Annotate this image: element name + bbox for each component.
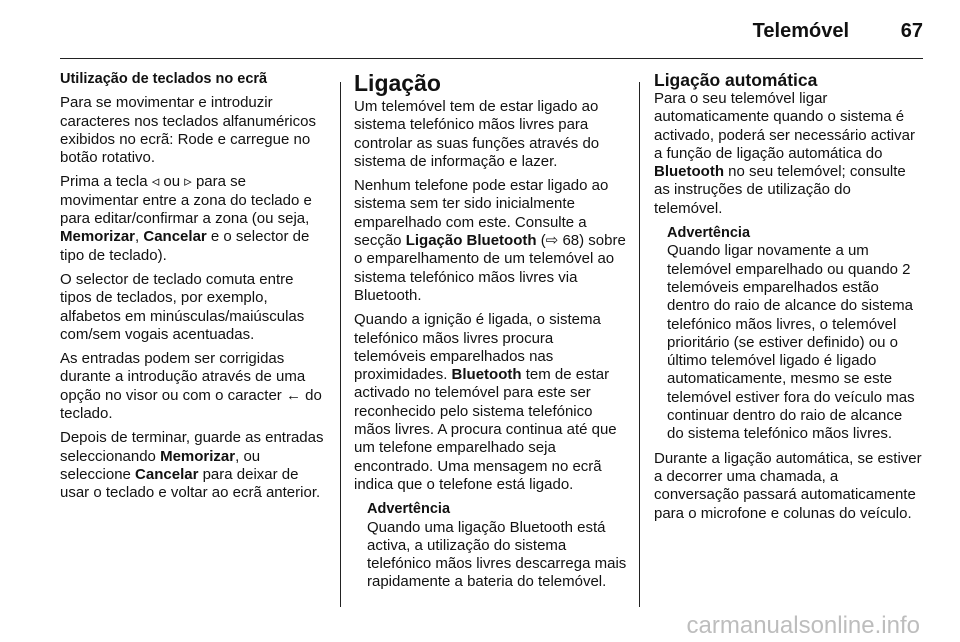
page-title: Telemóvel <box>752 20 849 42</box>
note-box <box>354 500 627 591</box>
column-keyboard <box>60 70 326 509</box>
note-title: Advertência <box>367 501 451 518</box>
paragraph: Nenhum telefone pode estar ligado ao sistema sem ter sido inicialmente emparelhado com este. Consulte a secção Ligação Bluetooth (⇨ 68) sobre o emparelhamento de um telemóvel ao sistema telefónico mãos livres via Bluetooth. <box>354 177 626 304</box>
paragraph: As entradas podem ser corrigidas durante a introdução através de uma opção no visor ou com o caracter ← do teclado. <box>60 350 322 423</box>
section-heading-connection: Ligação <box>354 70 441 96</box>
section-heading-keyboard: Utilização de teclados no ecrã <box>60 71 268 87</box>
section-heading-auto-connection: Ligação automática <box>654 70 818 90</box>
paragraph: O selector de teclado comuta entre tipos de teclados, por exemplo, alfabetos em minúsculas/maiúsculas com/sem vogais acentuadas. <box>60 270 305 343</box>
note-text: Quando ligar novamente a um telemóvel emparelhado ou quando 2 telemóveis emparelhados estão dentro do raio de alcance do sistema telefónico mãos livres, o telemóvel prioritário (se estiver definido) ou o último telemóvel ligado é ligado automaticamente, mesmo se este telemóvel estiver fora do veículo mas continuar dentro do raio de alcance do sistema telefónico mãos livres. <box>667 242 915 443</box>
paragraph: Um telemóvel tem de estar ligado ao sistema telefónico mãos livres para controlar as suas funções através do sistema de informação e lazer. <box>354 98 600 170</box>
header-rule <box>60 58 923 59</box>
column-auto-connection <box>654 70 922 529</box>
watermark: carmanualsonline.info <box>686 612 920 639</box>
column-divider <box>639 82 640 607</box>
note-title: Advertência <box>667 225 751 242</box>
column-connection <box>354 70 627 598</box>
paragraph: Depois de terminar, guarde as entradas seleccionando Memorizar, ou seleccione Cancelar para deixar de usar o teclado e voltar ao ecrã anterior. <box>60 429 324 502</box>
page-number: 67 <box>900 20 923 42</box>
paragraph: Quando a ignição é ligada, o sistema telefónico mãos livres procura telemóveis emparelhados nas proximidades. Bluetooth tem de estar activado no telemóvel para este ser reconhecido pelo sistema telefónico mãos livres. A procura continua até que um telefone emparelhado seja encontrado. Uma mensagem no ecrã indica que o telefone está ligado. <box>354 311 617 493</box>
page-header <box>60 14 923 50</box>
note-box <box>654 224 922 444</box>
paragraph: Para se movimentar e introduzir caracteres nos teclados alfanuméricos exibidos no ecrã: Rode e carregue no botão rotativo. <box>60 94 316 167</box>
note-text: Quando uma ligação Bluetooth está activa, a utilização do sistema telefónico mãos livres descarrega mais rapidamente a bateria do telemóvel. <box>367 518 627 591</box>
column-divider <box>340 82 341 607</box>
paragraph: Para o seu telemóvel ligar automaticamente quando o sistema é activado, poderá ser necessário activar a função de ligação automática do Bluetooth no seu telemóvel; consulte as instruções de utilização do telemóvel. <box>654 90 915 217</box>
paragraph: Prima a tecla ◃ ou ▹ para se movimentar entre a zona do teclado e para editar/confirmar a zona (ou seja, Memorizar, Cancelar e o selector de tipo de teclado). <box>60 173 312 264</box>
paragraph: Durante a ligação automática, se estiver a decorrer uma chamada, a conversação passará automaticamente para o microfone e colunas do veículo. <box>654 449 922 522</box>
